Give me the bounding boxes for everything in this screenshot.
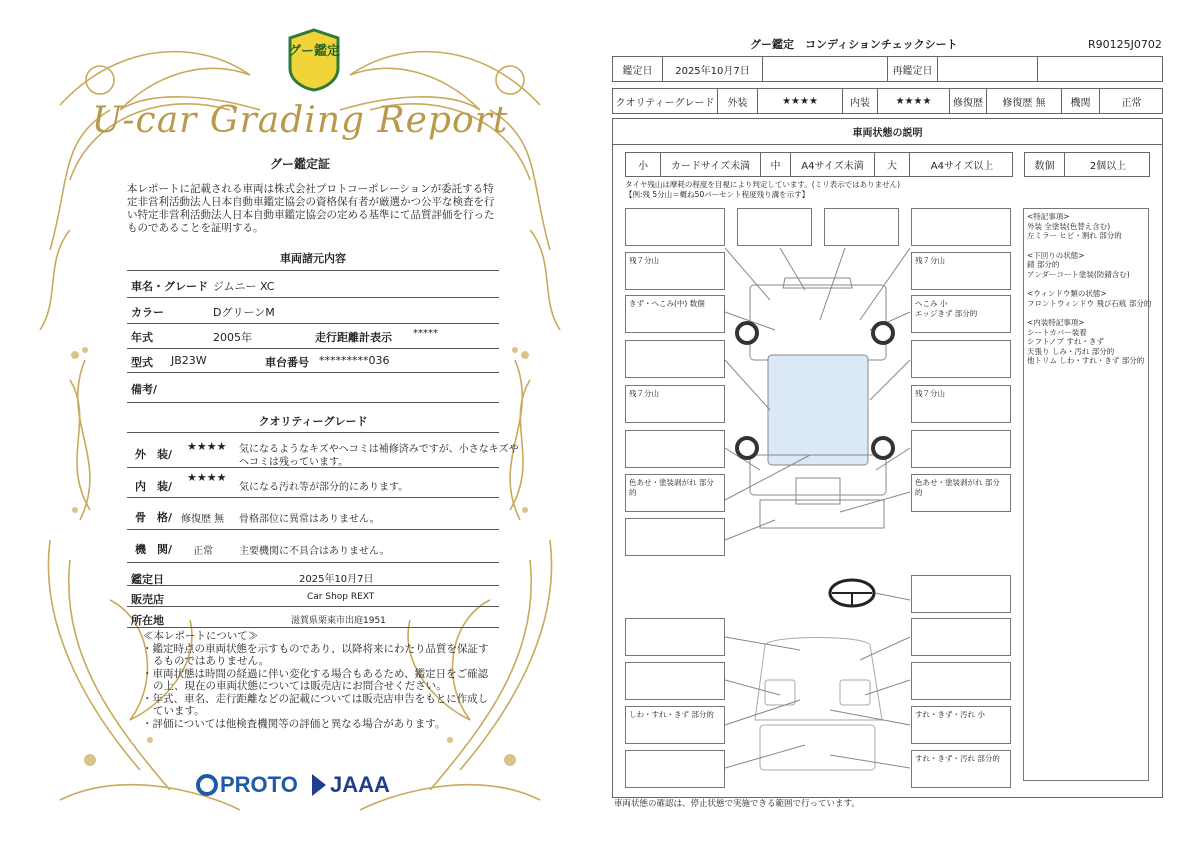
spec-row-color [127,298,499,324]
chassis-value: *********036 [319,354,390,367]
notes-heading: ≪本レポートについて≫ [143,630,259,642]
report-notes [140,630,495,730]
condition-line: へこみ 小 [915,299,948,308]
tyre-box: 残７分山 [911,385,1011,423]
special-line: 外装 全塗装(色替え含む) [1027,221,1111,231]
specs-top-rule [127,270,499,271]
grade-row-exterior [127,434,519,468]
interior-box: すれ・きず・汚れ 部分的 [911,750,1011,788]
exterior-stars: ★★★★ [758,89,843,113]
script-title: U-car Grading Report [91,100,509,141]
value: Car Shop REXT [307,592,375,602]
special-line: フロントウィンドウ 飛び石痕 部分的 [1027,298,1152,308]
label: 外 装/ [135,448,173,461]
condition-check-sheet [600,0,1200,848]
condition-box [911,208,1011,246]
appraisal-date-label: 鑑定日 [613,57,663,81]
comment: 主要機関に不具合はありません。 [239,546,390,557]
engine-value: 正常 [1121,97,1142,109]
dealer-row [127,587,499,607]
label: 型式 [131,356,153,369]
label: 所在地 [131,614,164,627]
stars: ★★★★ [187,471,227,484]
stars: ★★★★ [187,440,227,453]
condition-box [911,430,1011,468]
mark: 正常 [193,546,213,557]
tyre-box: 残７分山 [911,252,1011,290]
steering-box [911,575,1011,613]
explain-heading: 車両状態の説明 [613,119,1162,145]
condition-box [625,340,725,378]
condition-box [824,208,899,246]
badge-text: グー鑑定 [287,44,341,59]
condition-box [911,295,1011,333]
value: DグリーンM [213,306,275,319]
special-notes [1023,208,1152,781]
interior-box [625,750,725,788]
special-line: <内装特記事項> [1027,318,1085,327]
comment: 骨格部位に異常はありません。 [239,514,380,525]
grade-row-frame [127,498,499,530]
appraisal-date-value: 2025年10月7日 [663,57,763,81]
tyre-box: 残７分山 [625,385,725,423]
interior-box: すれ・きず・汚れ 小 [911,706,1011,744]
sheet-code: R90125J0702 [1088,38,1162,51]
condition-box [625,430,725,468]
count-desc: 2個以上 [1089,161,1127,172]
specs-heading: 車両諸元内容 [280,252,346,265]
comment-line-2: ヘコミは残っています。 [239,457,349,468]
count-label: 数個 [1025,153,1065,176]
tyre-note-line-2: 【例:残 5分山＝概ね50パーセント程度残り溝を示す】 [625,190,810,199]
condition-box [911,340,1011,378]
repair-value: 修復歴 無 [987,89,1062,113]
chassis-label: 車台番号 [265,356,309,369]
reappraisal-label: 再鑑定日 [888,57,938,81]
special-line: 錆 部分的 [1027,260,1060,269]
label: 内 装/ [135,480,173,493]
certificate-title: グー鑑定証 [269,157,330,171]
special-line: <ウィンドウ類の状態> [1027,289,1107,298]
proto-logo-icon [196,774,218,796]
grade-label: クオリティーグレード [613,89,718,113]
interior-label: 内装 [843,89,878,113]
special-line: 左ミラー ヒビ・割れ 部分的 [1027,231,1122,240]
jaaa-logo-icon [310,772,328,798]
note-item: ・評価については他検査機関等の評価と異なる場合があります。 [142,717,446,730]
special-line: 他トリム しわ・すれ・きず 部分的 [1027,356,1145,365]
spec-row-remarks [127,373,499,403]
mileage-label: 走行距離計表示 [315,331,392,344]
value: JB23W [171,354,207,367]
label: 機 関/ [135,543,173,556]
condition-box [625,208,725,246]
special-line: シートカバー装着 [1027,327,1087,337]
small-desc: カードサイズ未満 [661,153,761,176]
large-label: 大 [875,153,910,176]
value: 2025年10月7日 [299,574,374,585]
label: 鑑定日 [131,573,164,586]
proto-logo: PROTO [220,772,298,797]
spec-row-year [127,324,499,349]
note-item: ・年式、車名、走行距離などの記載については販売店申告をもとに作成しています。 [142,692,489,717]
special-line: アンダーコート塗装(防錆含む) [1027,269,1130,279]
note-item: ・鑑定時点の車両状態を示すものであり、以降将来にわたり品質を保証するものではありません。 [142,642,489,667]
label: 年式 [131,331,153,344]
appraisal-date-row [127,566,499,586]
repair-label: 修復歴 [950,89,987,113]
condition-line: エッジきず 部分的 [915,309,978,318]
label: 車名・グレード [131,280,208,293]
special-line: <特記事項> [1027,212,1070,221]
jaaa-logo: JAAA [330,772,390,797]
special-line: シフトノブ すれ・きず [1027,337,1104,346]
small-label: 小 [626,153,661,176]
tyre-box: 残７分山 [625,252,725,290]
condition-box: 色あせ・塗装剥がれ 部分的 [911,474,1011,512]
spec-row-name [127,272,499,298]
condition-box: 色あせ・塗装剥がれ 部分的 [625,474,725,512]
medium-label: 中 [761,153,791,176]
comment: 気になる汚れ等が部分的にあります。 [239,482,409,493]
interior-box [625,662,725,700]
note-item: ・車両状態は時間の経過に伴い変化する場合もあるため、鑑定日をご確認の上、現在の車両状態については販売店にお問合せください。 [142,667,489,692]
label: カラー [131,306,164,319]
medium-desc: A4サイズ未満 [791,153,875,176]
interior-stars: ★★★★ [878,89,950,113]
condition-box [737,208,812,246]
sheet-footer: 車両状態の確認は、停止状態で実施できる範囲で行っています。 [614,799,860,809]
special-line: 天張り しみ・汚れ 部分的 [1027,346,1115,356]
sheet-title: グー鑑定 コンディションチェックシート [750,38,958,51]
label: 販売店 [131,593,164,606]
logos [0,770,600,800]
condition-box [625,518,725,556]
label: 備考/ [131,383,158,396]
value: ジムニー XC [213,280,275,293]
value: 2005年 [213,331,252,344]
engine-label: 機関 [1062,89,1100,113]
spacer [1027,241,1145,251]
interior-box [911,618,1011,656]
mileage-value: ***** [413,328,438,339]
location-row [127,608,499,628]
interior-box [625,618,725,656]
label: 骨 格/ [135,511,173,524]
mark: 修復歴 無 [181,514,225,525]
comment-line-1: 気になるようなキズやヘコミは補修済みですが、小さなキズや [239,444,519,455]
certificate-intro: 本レポートに記載される車両は株式会社プロトコーポレーションが委託する特定非営利活動法人日本自動車鑑定協会の資格保有者が厳選かつ公平な検査を行い特定非営利活動法人日本自動車鑑定協会の定める基準にて品質評価を行ったものであることを証明する。 [127,183,495,234]
condition-box: きず・へこみ(中) 数個 [625,295,725,333]
grade-row-interior [127,468,499,498]
grade-top-rule [127,432,499,433]
goo-appraisal-badge [286,28,342,92]
special-line: <下回りの状態> [1027,250,1085,260]
grade-row-engine [127,530,499,563]
grade-heading: クオリティーグレード [258,415,368,428]
large-desc: A4サイズ以上 [930,161,994,172]
tyre-note-line-1: タイヤ残山は摩耗の程度を目視により判定しています。(ミリ表示ではありません) [625,180,901,189]
interior-box: しわ・すれ・きず 部分的 [625,706,725,744]
spacer [1027,308,1145,318]
value: 滋賀県栗東市出庭1951 [291,616,386,626]
spec-row-model [127,349,499,373]
exterior-label: 外装 [718,89,758,113]
interior-box [911,662,1011,700]
spacer [1027,279,1145,289]
